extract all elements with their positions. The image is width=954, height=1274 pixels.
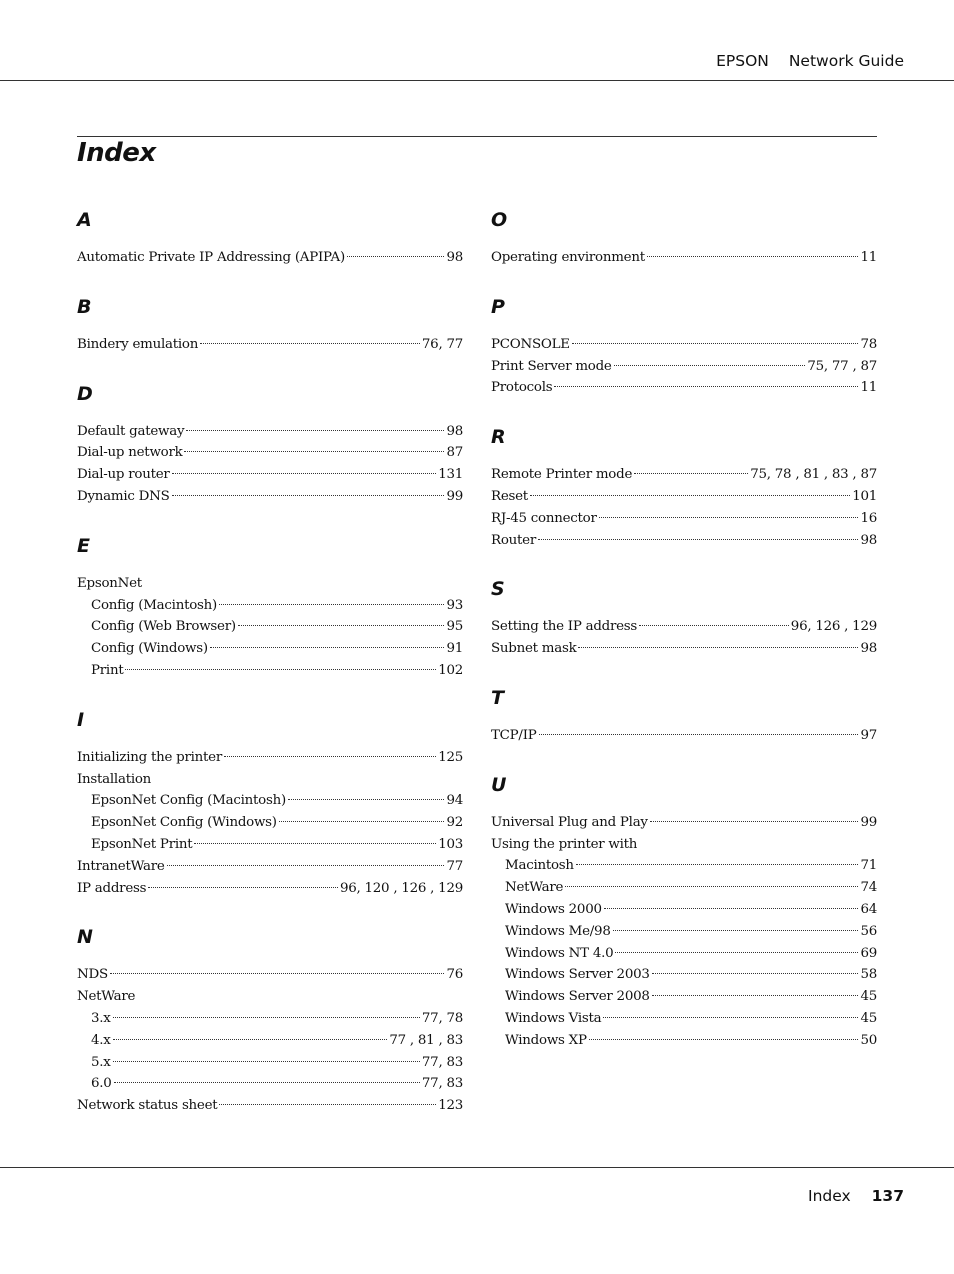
index-entry xyxy=(77,1095,463,1117)
index-entry-list xyxy=(77,573,463,682)
header-guide-title: Network Guide xyxy=(788,52,904,70)
footer-page-number: 137 xyxy=(871,1187,904,1205)
index-subentry xyxy=(77,616,463,638)
dot-leader xyxy=(578,647,858,648)
entry-page-numbers: 58 xyxy=(860,967,877,983)
index-entry-list xyxy=(77,247,463,269)
entry-page-numbers: 64 xyxy=(860,901,877,917)
entry-page-numbers: 76, 77 xyxy=(421,336,463,352)
dot-leader xyxy=(652,973,859,974)
entry-page-numbers: 75, 77 , 87 xyxy=(807,358,877,374)
entry-page-numbers: 98 xyxy=(446,423,463,439)
entry-text: Initializing the printer xyxy=(77,749,222,765)
index-entry xyxy=(491,725,877,747)
dot-leader xyxy=(172,495,445,496)
entry-text: Windows 2000 xyxy=(505,901,602,917)
dot-leader xyxy=(113,1017,420,1018)
index-letter-heading: A xyxy=(77,209,92,231)
index-entry-list xyxy=(491,812,877,1052)
entry-text: Default gateway xyxy=(77,423,185,439)
index-subentry xyxy=(77,812,463,834)
entry-page-numbers: 95 xyxy=(446,619,463,635)
entry-text: Config (Windows) xyxy=(91,641,208,657)
index-entry xyxy=(491,247,877,269)
dot-leader xyxy=(576,864,859,865)
index-entry xyxy=(77,986,463,1008)
index-entry-list xyxy=(491,725,877,747)
entry-page-numbers: 93 xyxy=(446,597,463,613)
header-brand: EPSON xyxy=(716,52,769,70)
index-entry xyxy=(77,856,463,878)
entry-text: Print xyxy=(91,662,124,678)
index-subentry xyxy=(491,855,877,877)
index-letter-heading: D xyxy=(77,382,93,405)
entry-page-numbers: 94 xyxy=(446,793,463,809)
dot-leader xyxy=(219,604,444,605)
entry-page-numbers: 98 xyxy=(860,532,877,548)
entry-text: RJ-45 connector xyxy=(491,510,597,526)
entry-text: Windows XP xyxy=(505,1032,587,1048)
index-entry xyxy=(77,442,463,464)
entry-text: Setting the IP address xyxy=(491,619,638,635)
index-subentry xyxy=(77,790,463,812)
index-entry xyxy=(491,334,877,356)
entry-page-numbers: 50 xyxy=(860,1032,877,1048)
footer-divider xyxy=(0,1167,954,1168)
entry-page-numbers: 102 xyxy=(438,662,463,678)
dot-leader xyxy=(113,1039,388,1040)
entry-page-numbers: 74 xyxy=(860,880,877,896)
entry-text: Windows Server 2008 xyxy=(505,989,650,1005)
entry-text: Installation xyxy=(77,771,152,787)
entry-page-numbers: 125 xyxy=(438,749,463,765)
index-entry-list xyxy=(491,464,877,551)
dot-leader xyxy=(288,799,445,800)
index-subentry xyxy=(77,660,463,682)
dot-leader xyxy=(614,365,806,366)
entry-text: NDS xyxy=(77,967,108,983)
entry-page-numbers: 77, 83 xyxy=(421,1076,463,1092)
dot-leader xyxy=(184,451,444,452)
index-entry xyxy=(491,616,877,638)
dot-leader xyxy=(110,973,445,974)
index-letter-heading: E xyxy=(77,534,90,557)
dot-leader xyxy=(599,517,859,518)
entry-text: IntranetWare xyxy=(77,858,165,874)
entry-text: Remote Printer mode xyxy=(491,467,633,483)
entry-page-numbers: 87 xyxy=(446,445,463,461)
dot-leader xyxy=(589,1039,859,1040)
entry-page-numbers: 77, 78 xyxy=(421,1010,463,1026)
dot-leader xyxy=(572,343,859,344)
dot-leader xyxy=(114,1082,420,1083)
index-subentry xyxy=(491,899,877,921)
entry-page-numbers: 11 xyxy=(860,250,877,265)
index-entry xyxy=(77,421,463,443)
dot-leader xyxy=(238,625,445,626)
dot-leader xyxy=(615,952,858,953)
dot-leader xyxy=(530,495,850,496)
entry-page-numbers: 45 xyxy=(860,989,877,1005)
entry-text: 4.x xyxy=(91,1032,111,1048)
entry-text: IP address xyxy=(77,880,147,896)
entry-page-numbers: 123 xyxy=(438,1098,463,1114)
dot-leader xyxy=(565,886,858,887)
dot-leader xyxy=(210,647,445,648)
entry-text: Bindery emulation xyxy=(77,336,199,352)
entry-text: Config (Macintosh) xyxy=(91,597,217,613)
index-subentry xyxy=(491,1008,877,1030)
dot-leader xyxy=(603,1017,858,1018)
index-subentry xyxy=(77,595,463,617)
index-letter-heading: N xyxy=(77,926,93,949)
index-subentry xyxy=(77,1008,463,1030)
entry-text: Operating environment xyxy=(491,250,645,265)
index-entry xyxy=(77,464,463,486)
entry-text: EpsonNet Config (Windows) xyxy=(91,815,277,831)
index-letter-heading: T xyxy=(491,686,504,709)
entry-page-numbers: 91 xyxy=(446,641,463,657)
index-letter-heading: U xyxy=(491,773,507,796)
entry-page-numbers: 56 xyxy=(860,923,877,939)
entry-text: EpsonNet xyxy=(77,575,142,591)
entry-text: Using the printer with xyxy=(491,836,638,852)
index-subentry xyxy=(491,964,877,986)
index-column-left xyxy=(77,207,463,1142)
index-entry xyxy=(77,247,463,269)
entry-text: 5.x xyxy=(91,1054,111,1070)
index-subentry xyxy=(77,1030,463,1052)
index-letter-heading: R xyxy=(491,426,506,449)
page-header xyxy=(701,52,904,70)
index-entry-list xyxy=(491,334,877,399)
index-entry xyxy=(491,356,877,378)
entry-page-numbers: 99 xyxy=(446,488,463,504)
header-divider xyxy=(0,80,954,81)
index-subentry xyxy=(491,1030,877,1052)
entry-page-numbers: 96, 126 , 129 xyxy=(790,619,877,635)
index-entry xyxy=(77,573,463,595)
index-subentry xyxy=(491,943,877,965)
dot-leader xyxy=(200,343,420,344)
index-entry xyxy=(491,486,877,508)
index-subentry xyxy=(491,986,877,1008)
dot-leader xyxy=(639,625,789,626)
dot-leader xyxy=(650,821,859,822)
entry-page-numbers: 76 xyxy=(446,967,463,983)
index-entry xyxy=(491,812,877,834)
index-entry xyxy=(77,878,463,900)
index-subentry xyxy=(491,877,877,899)
index-entry xyxy=(491,377,877,399)
entry-text: Reset xyxy=(491,488,528,504)
dot-leader xyxy=(613,930,859,931)
entry-page-numbers: 97 xyxy=(860,727,877,743)
index-entry xyxy=(77,769,463,791)
entry-text: Dial-up router xyxy=(77,467,170,483)
dot-leader xyxy=(219,1104,436,1105)
entry-text: NetWare xyxy=(77,989,136,1005)
page-footer xyxy=(808,1187,904,1205)
index-entry xyxy=(77,747,463,769)
entry-text: EpsonNet Config (Macintosh) xyxy=(91,793,286,809)
dot-leader xyxy=(113,1061,420,1062)
entry-text: 6.0 xyxy=(91,1076,112,1092)
entry-text: Config (Web Browser) xyxy=(91,619,236,635)
entry-page-numbers: 78 xyxy=(860,336,877,352)
index-letter-heading: I xyxy=(77,708,85,731)
dot-leader xyxy=(186,430,444,431)
entry-text: EpsonNet Print xyxy=(91,836,193,852)
index-letter-heading: P xyxy=(491,295,505,318)
entry-text: Automatic Private IP Addressing (APIPA) xyxy=(77,250,345,265)
index-subentry xyxy=(77,1073,463,1095)
dot-leader xyxy=(647,256,859,257)
entry-page-numbers: 131 xyxy=(438,467,463,483)
dot-leader xyxy=(347,256,445,257)
entry-text: Network status sheet xyxy=(77,1098,218,1114)
entry-page-numbers: 103 xyxy=(438,836,463,852)
entry-page-numbers: 77 xyxy=(446,858,463,874)
entry-text: Windows NT 4.0 xyxy=(505,945,614,961)
dot-leader xyxy=(634,473,748,474)
entry-page-numbers: 92 xyxy=(446,815,463,831)
title-divider xyxy=(77,136,877,137)
entry-text: Macintosh xyxy=(505,858,574,874)
index-entry-list xyxy=(77,747,463,900)
entry-page-numbers: 16 xyxy=(860,510,877,526)
index-letter-heading: B xyxy=(77,295,92,318)
index-entry xyxy=(491,530,877,552)
index-entry-list xyxy=(77,421,463,508)
entry-text: Print Server mode xyxy=(491,358,612,374)
index-subentry xyxy=(77,834,463,856)
index-subentry xyxy=(77,638,463,660)
index-entry-list xyxy=(491,616,877,660)
entry-text: Universal Plug and Play xyxy=(491,814,648,830)
entry-page-numbers: 71 xyxy=(860,858,877,874)
index-entry-list xyxy=(77,964,463,1117)
entry-page-numbers: 98 xyxy=(860,641,877,657)
index-letter-heading: S xyxy=(491,578,505,601)
dot-leader xyxy=(539,734,859,735)
entry-text: Subnet mask xyxy=(491,641,577,657)
dot-leader xyxy=(172,473,437,474)
entry-text: Windows Me/98 xyxy=(505,923,611,939)
entry-text: Router xyxy=(491,532,536,548)
entry-page-numbers: 96, 120 , 126 , 129 xyxy=(339,880,463,896)
index-entry xyxy=(77,334,463,356)
index-entry xyxy=(491,638,877,660)
dot-leader xyxy=(279,821,445,822)
entry-page-numbers: 45 xyxy=(860,1010,877,1026)
entry-text: Windows Vista xyxy=(505,1010,602,1026)
entry-page-numbers: 77 , 81 , 83 xyxy=(389,1032,463,1048)
entry-page-numbers: 99 xyxy=(860,814,877,830)
index-subentry xyxy=(77,1052,463,1074)
dot-leader xyxy=(604,908,859,909)
dot-leader xyxy=(167,865,445,866)
entry-text: NetWare xyxy=(505,880,564,896)
dot-leader xyxy=(194,843,436,844)
index-entry-list xyxy=(491,247,877,269)
dot-leader xyxy=(554,386,858,387)
dot-leader xyxy=(224,756,436,757)
entry-text: Protocols xyxy=(491,380,553,396)
dot-leader xyxy=(148,887,338,888)
page-title: Index xyxy=(77,138,156,168)
index-entry xyxy=(491,464,877,486)
index-entry xyxy=(77,486,463,508)
entry-page-numbers: 69 xyxy=(860,945,877,961)
entry-text: Windows Server 2003 xyxy=(505,967,650,983)
index-entry xyxy=(77,964,463,986)
index-entry xyxy=(491,508,877,530)
entry-text: Dial-up network xyxy=(77,445,183,461)
entry-page-numbers: 101 xyxy=(852,488,877,504)
index-subentry xyxy=(491,921,877,943)
index-letter-heading: O xyxy=(491,209,508,231)
index-entry xyxy=(491,834,877,856)
entry-page-numbers: 75, 78 , 81 , 83 , 87 xyxy=(750,467,877,483)
index-entry-list xyxy=(77,334,463,356)
dot-leader xyxy=(125,669,436,670)
entry-text: 3.x xyxy=(91,1010,111,1026)
entry-text: PCONSOLE xyxy=(491,336,570,352)
index-column-right xyxy=(491,207,877,1077)
entry-text: Dynamic DNS xyxy=(77,488,170,504)
entry-text: TCP/IP xyxy=(491,727,537,743)
entry-page-numbers: 98 xyxy=(446,250,463,265)
footer-section-name: Index xyxy=(808,1187,851,1205)
dot-leader xyxy=(652,995,859,996)
entry-page-numbers: 11 xyxy=(860,380,877,396)
dot-leader xyxy=(538,539,858,540)
entry-page-numbers: 77, 83 xyxy=(421,1054,463,1070)
